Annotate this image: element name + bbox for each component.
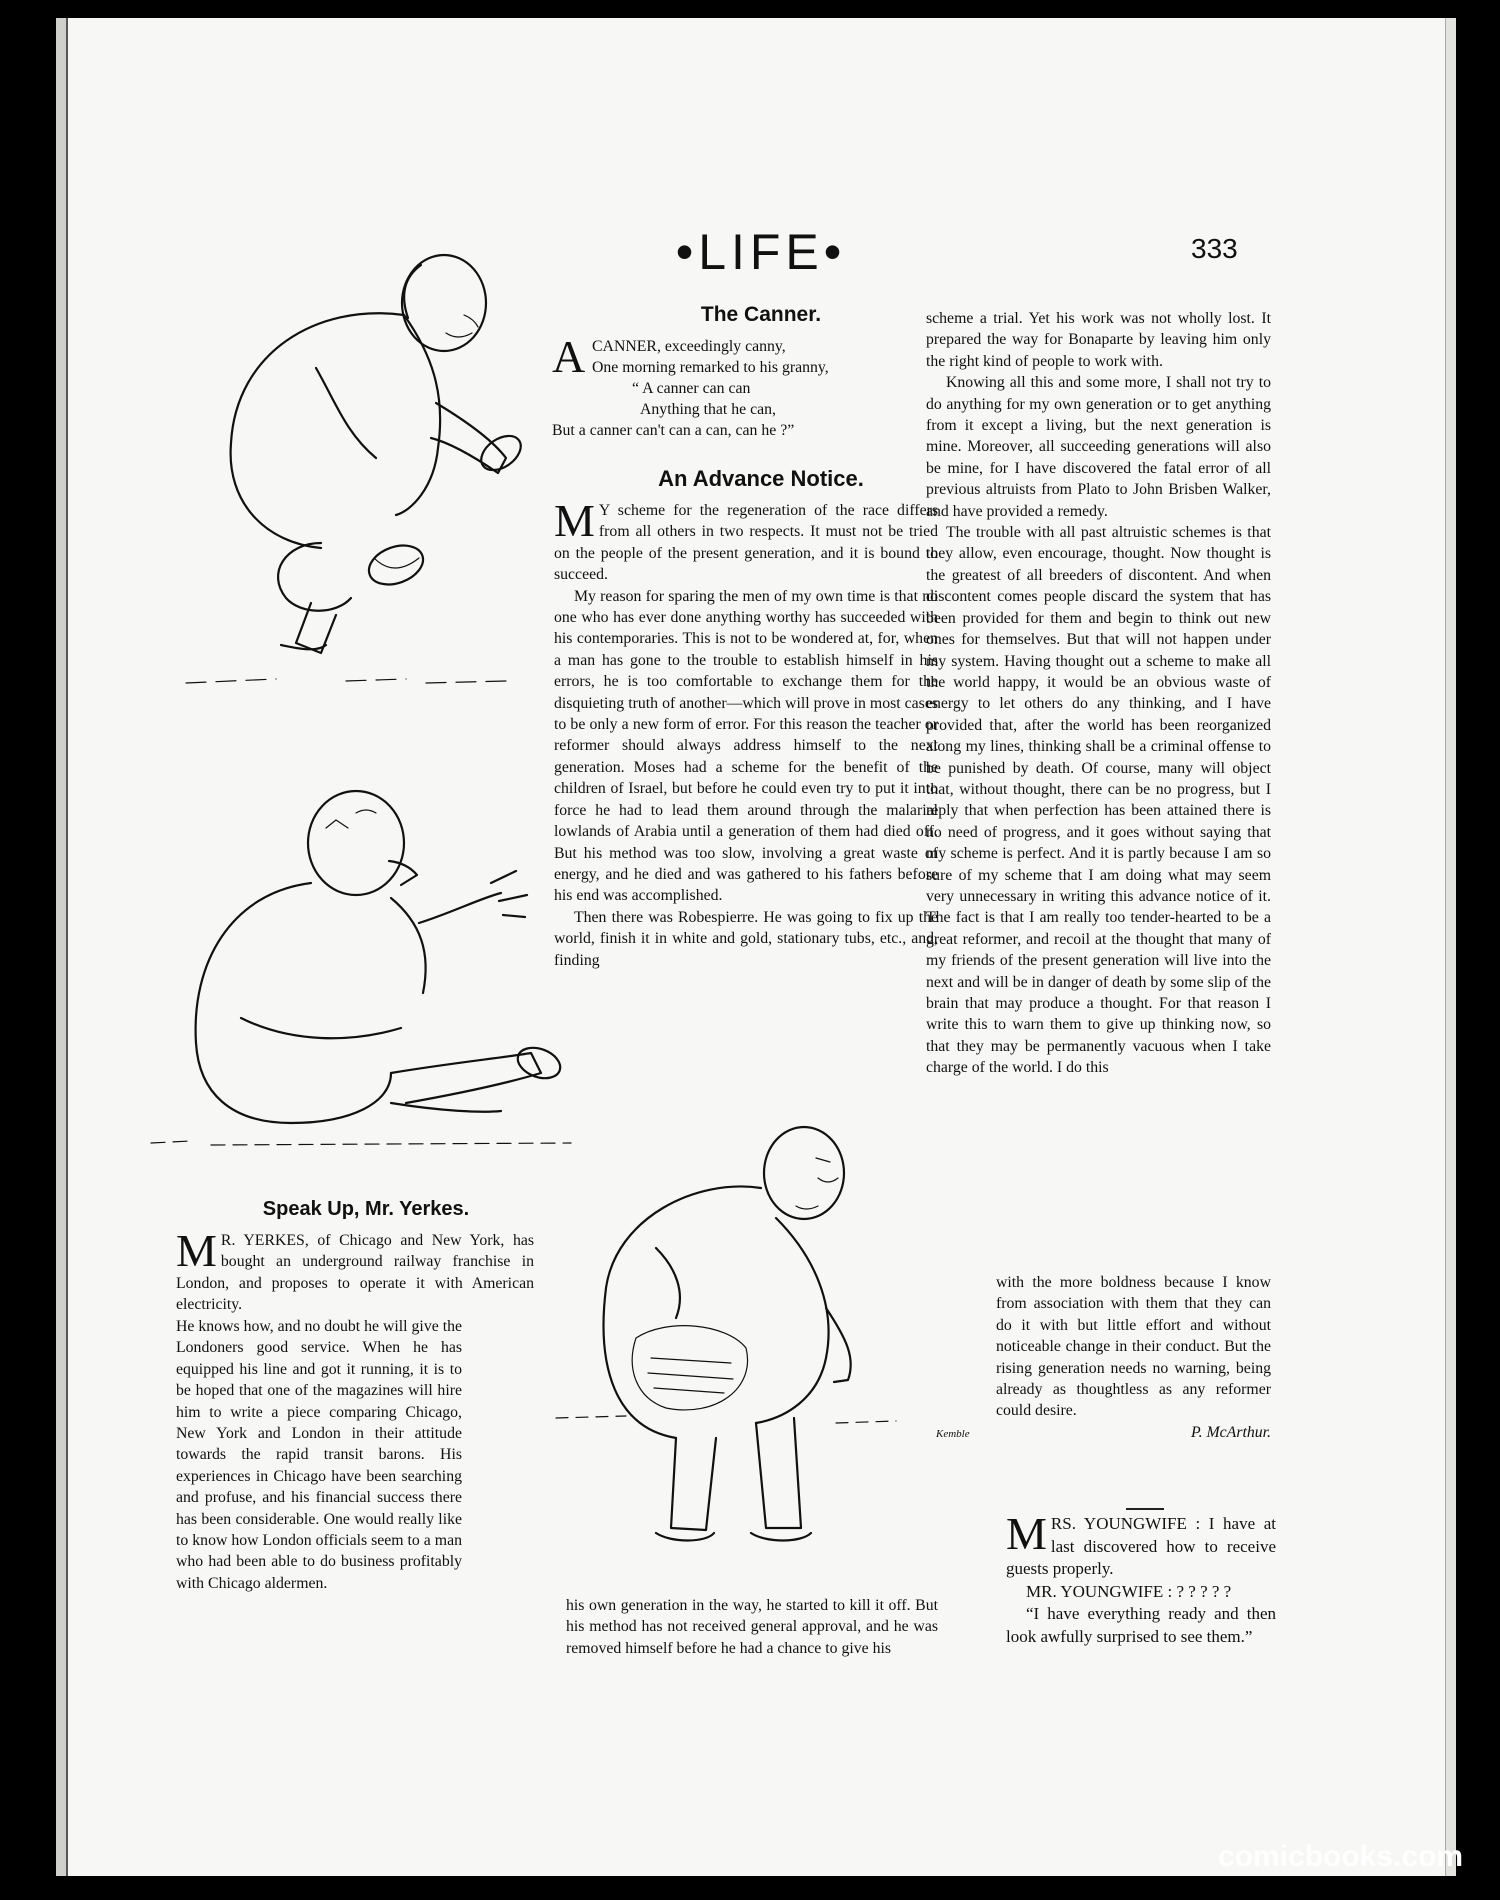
youngwife-line-1: MRS. YOUNGWIFE : I have at last discovered how to receive guests properly. [1006,1508,1276,1578]
illustration-credit: Kemble [936,1428,970,1440]
youngwife-joke [1006,1508,1276,1648]
watermark-text: comicbooks.com [1218,1840,1464,1873]
canner-line-2: One morning remarked to his granny, [592,359,829,376]
canner-line-5: But a canner can't can a can, can he ?” [552,422,795,439]
advance-column-1 [554,495,938,971]
canner-line-4: Anything that he can, [640,401,776,418]
advance-paragraph-3: Then there was Robespierre. He was going to fix up the world, finish it in white and gold, stationary tubs, etc., and, finding [554,908,938,969]
advance-col2-paragraph-1: scheme a trial. Yet his work was not wholly lost. It prepared the way for Bonaparte by leaving him only the right kind of people to work with. [926,310,1271,370]
yerkes-dropcap: M [176,1225,217,1276]
canner-dropcap: A [552,331,586,382]
magazine-page [56,18,1456,1876]
advance-dropcap: M [554,495,595,546]
youngwife-reply: MR. YOUNGWIFE : ? ? ? ? ? [1026,1581,1232,1601]
youngwife-dropcap: M [1006,1508,1047,1559]
masthead-title: •LIFE• [675,224,847,280]
illustration-man-sitting [151,773,611,1153]
yerkes-body-text: He knows how, and no doubt he will give the Londoners good service. When he has equipped his line and got it running, it is to be hoped that one of the magazines will hire him to write a piece comparing Chicago, New York and London in their attitude towards the rapid transit barons. His experiences in Chicago have been searching and profuse, and his financial success there has been considerable. One would really like to know how London officials seem to a man who had been able to do business profitably with Chicago aldermen. [176,1318,462,1592]
page-number: 333 [1191,233,1238,264]
advance-paragraph-3-cont: his own generation in the way, he started to kill it off. But his method has not received general approval, and he was removed himself before he had a chance to give his [566,1597,938,1657]
advance-paragraph-2: My reason for sparing the men of my own time is that no one who has ever done anything worthy has succeeded with his contemporaries. This is not to be wondered at, for, when a man has gone to the trouble to establish himself in his errors, he is too comfortable to exchange them for the disquieting truth of another—which will prove in most cases to be only a new form of error. For this reason the teacher or reformer should always address himself to the next generation. Moses had a scheme for the benefit of the children of Israel, but before he could even try to put it into force he had to lead them around through the malarial lowlands of Arabia until a generation of them had died off. But his method was too slow, involving a great waste of energy, and he died and was gathered to his fathers before his end was accomplished. [554,587,938,905]
illustration-man-crouching [146,243,546,673]
advance-col2-narrow-text: with the more boldness because I know from association with them that they can do it with but little effort and without noticeable change in their conduct. But the rising generation needs no warning, being already as thoughtless as any reformer could desire. [996,1274,1271,1420]
advance-col2-paragraph-2: Knowing all this and some more, I shall not try to do anything for my own generation or to get anything from it except a living, but the next generation is mine. Moreover, all succeeding generations will also be mine, for I have discovered the fatal error of all previous altruists from Plato to John Brisben Walker, and have provided a remedy. [926,374,1271,520]
canner-title: The Canner. [700,303,822,326]
yerkes-lead-text: R. YERKES, of Chicago and New York, has bought an underground railway franchise in London, and proposes to operate it with American electricity. [176,1232,534,1314]
section-divider [1126,1508,1164,1510]
advance-column-2-narrow [996,1272,1271,1443]
canner-line-1: CANNER, exceedingly canny, [592,338,786,355]
advance-column-2 [926,308,1271,1079]
illustration-man-bending [556,1118,936,1598]
advance-column-1-continued [566,1595,938,1659]
advance-title: An Advance Notice. [658,466,864,491]
page-edge [1445,18,1456,1876]
youngwife-quote: “I have everything ready and then look awfully surprised to see them.” [1006,1604,1276,1646]
yerkes-body [176,1316,462,1594]
author-signature: P. McArthur. [1190,1423,1271,1441]
advance-paragraph-1: M Y scheme for the regeneration of the race differs from all others in two respects. It must not be tried on the people of the present generation, and it is bound to succeed. [554,495,938,584]
advance-col2-paragraph-3: The trouble with all past altruistic schemes is that they allow, even encourage, thought. Now thought is the greatest of all breeders of discontent. And when discontent comes people discard the system that has been provided for them and begin to think out new ones for themselves. But that will not happen under my system. Having thought out a scheme to make all the world happy, it would be an obvious waste of energy to let others do any thinking, and I have provided that, after the world has been reorganized along my lines, thinking shall be a criminal offense to be punished by death. Of course, many will object that, without thought, there can be no progress, but I reply that when perfection has been attained there is no need of progress, and it goes without saying that my scheme is perfect. And it is partly because I am so sure of my scheme that I am doing what may seem very unnecessary in writing this advance notice of it. The fact is that I am really too tender-hearted to be a great reformer, and recoil at the thought that many of my friends of the present generation will live into the next and will be in danger of death by some slip of the brain that may produce a thought. For that reason I write this to warn them to give up thinking now, so that they may be permanently vacuous when I take charge of the world. I do this [926,524,1271,1077]
yerkes-title: Speak Up, Mr. Yerkes. [262,1198,470,1220]
page-spine [56,18,68,1876]
canner-poem [552,331,947,441]
yerkes-lead [176,1225,534,1316]
canner-line-3: “ A canner can can [632,380,751,397]
